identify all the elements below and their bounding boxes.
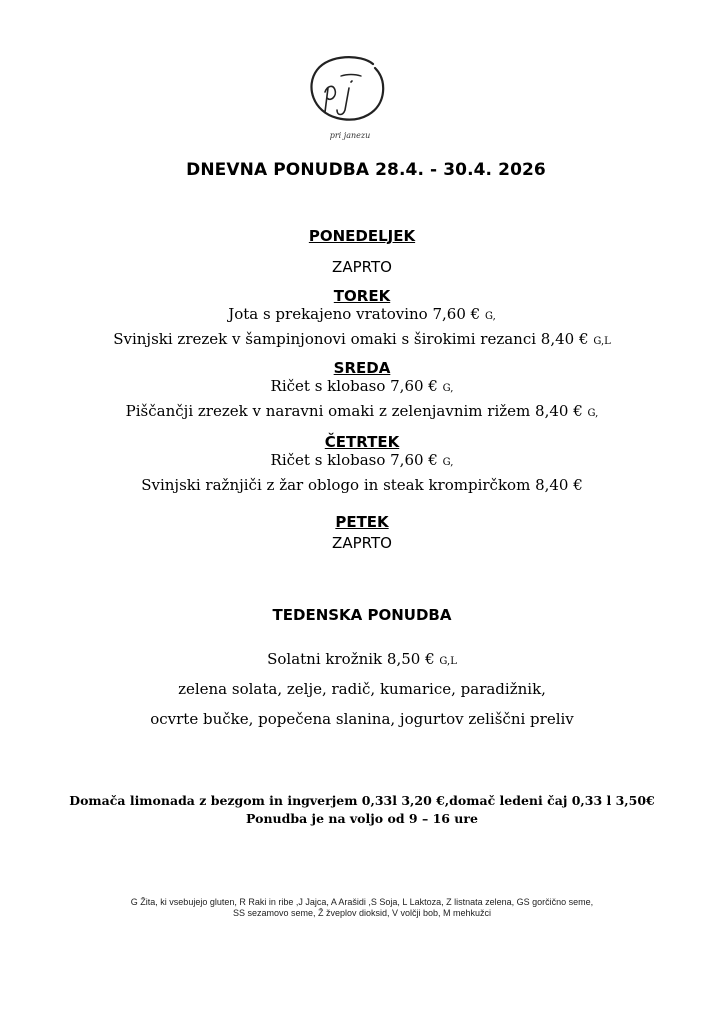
day-thursday: ČETRTEK (324, 433, 400, 451)
allergen-codes: G,L (593, 336, 611, 347)
menu-item-text: Piščančji zrezek v naravni omaki z zelenjavnim rižem 8,40 € (125, 402, 583, 420)
menu-item (0, 328, 724, 353)
menu-item-text: Jota s prekajeno vratovino 7,60 € (228, 305, 481, 323)
menu-item (0, 375, 724, 400)
logo-caption: pri janezu (329, 131, 371, 140)
weekly-item (0, 648, 724, 673)
menu-item (0, 400, 724, 425)
menu-item (0, 449, 724, 474)
allergen-codes: G, (587, 408, 599, 419)
allergen-legend-2: SS sezamovo seme, Ž žveplov dioksid, V volčji bob, M mehkužci (232, 908, 492, 918)
day-tuesday: TOREK (333, 287, 391, 305)
restaurant-logo (295, 52, 405, 144)
menu-item-text: Svinjski zrezek v šampinjonovi omaki s širokimi rezanci 8,40 € (113, 330, 589, 348)
allergen-codes: G, (442, 383, 454, 394)
allergen-legend-1: G Žita, ki vsebujejo gluten, R Raki in ribe ,J Jajca, A Arašidi ,S Soja, L Laktoza, Z listnata zelena, GS gorčično seme, (130, 897, 594, 907)
allergen-codes: G,L (439, 656, 457, 667)
availability-note: Ponudba je na voljo od 9 – 16 ure (246, 811, 478, 826)
menu-item (0, 303, 724, 328)
monday-closed: ZAPRTO (332, 258, 392, 276)
menu-item-text: Svinjski ražnjiči z žar oblogo in steak krompirčkom 8,40 € (141, 476, 583, 494)
page-title: DNEVNA PONUDBA 28.4. - 30.4. 2026 (186, 160, 546, 180)
weekly-description-1: zelena solata, zelje, radič, kumarice, paradižnik, (178, 680, 546, 698)
day-friday: PETEK (335, 513, 389, 531)
logo-monogram-icon (295, 52, 405, 144)
friday-closed: ZAPRTO (332, 534, 392, 552)
allergen-codes: G, (442, 457, 454, 468)
weekly-offer-title: TEDENSKA PONUDBA (272, 606, 452, 624)
menu-item-text: Ričet s klobaso 7,60 € (270, 377, 438, 395)
drinks-line: Domača limonada z bezgom in ingverjem 0,33l 3,20 €,domač ledeni čaj 0,33 l 3,50€ (69, 793, 655, 808)
weekly-description-2: ocvrte bučke, popečena slanina, jogurtov zeliščni preliv (150, 710, 574, 728)
day-monday: PONEDELJEK (308, 227, 416, 245)
day-wednesday: SREDA (333, 359, 391, 377)
weekly-item-text: Solatni krožnik 8,50 € (267, 650, 435, 668)
allergen-codes: G, (484, 311, 496, 322)
menu-item (0, 474, 724, 499)
menu-item-text: Ričet s klobaso 7,60 € (270, 451, 438, 469)
